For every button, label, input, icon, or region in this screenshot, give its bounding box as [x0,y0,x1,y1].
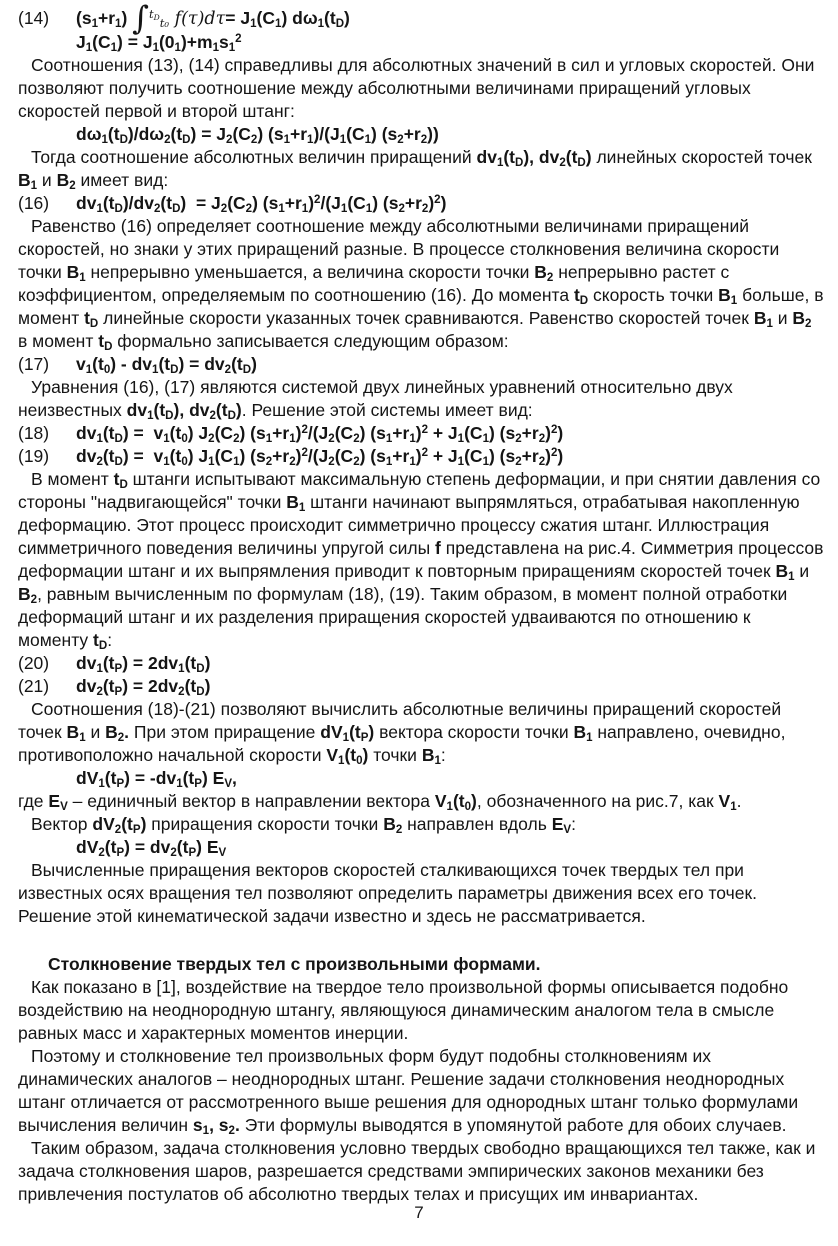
equation-dV1-formula: $dV_1(t_P) = -dv_1(t_P)$ $E_V$, [76,768,237,790]
equation-18-number: (18) [18,423,50,443]
paragraph-relations-18-21: Соотношения (18)-(21) позволяют вычислить абсолютные величины приращений скоростей точек $B_1$ и $B_2$. При этом приращение $dV_1(t_P)$ вектора скорости точки $B_1$ направлено, очевидно, противоположно начальной скорости $V_1(t_0)$ точки $B_1$: [18,699,786,767]
equation-17-formula: $v_1(t_0) - dv_1(t_D) = dv_2(t_D)$ [76,354,257,376]
equation-14b-formula: $J_1(C_1) = J_1(0_1)+m_1s_1^2$ [76,32,242,54]
equation-number-empty [18,123,76,146]
equation-19-number: (19) [18,446,50,466]
equation-16-number: (16) [18,193,50,213]
equation-omega-ratio [18,123,824,146]
equation-18 [18,422,824,445]
equation-dV2 [18,836,824,859]
equation-number-empty [18,31,76,54]
equation-21-formula: $dv_2(t_P) = 2dv_2(t_D)$ [76,676,211,698]
equation-19 [18,445,824,468]
equation-14-continuation [18,31,824,54]
paragraph-equality-16: Равенство (16) определяет соотношение между абсолютными величинами приращений скоростей, но знаки у этих приращений разные. В процессе столкновения величина скорости точки $B_1$ непрерывно уменьшается, а величина скорости точки $B_2$ непрерывно растет с коэффициентом, определяемым по соотношению (16). До момента $t_D$ скорость точки $B_1$ больше, в момент $t_D$ линейные скорости указанных точек сравниваются. Равенство скоростей точек $B_1$ и $B_2$ в момент $t_D$ формально записывается следующим образом: [18,216,824,353]
equation-20-number: (20) [18,653,50,673]
paragraph-conclusion: Таким образом, задача столкновения условно твердых свободно вращающихся тел также, как и задача столкновения шаров, разрешается средствами эмпирических законов механики без привлечения постулатов об абсолютно твердых телах и присущих им инвариантах. [18,1138,816,1204]
equation-18-formula: $dv_1(t_D) = v_1(t_0)$ $J_2(C_2)$ $(s_1+r_1)^2/(J_2(C_2) (s_1+r_1)^2 + J_1(C_1)$ $(s_2+r_2)^2$) [76,423,564,445]
paragraph-inhomogeneous-rods: Поэтому и столкновение тел произвольных форм будут подобны столкновениям их динамических аналогов – неоднородных штанг. Решение задачи столкновения неоднородных штанг отличается от рассмотренного выше решения для однородных штанг только формулами вычисления величин $s_1$, $s_2$. Эти формулы выводятся в упомянутой работе для обоих случаев. [18,1046,799,1137]
paragraph-system-of-equations: Уравнения (16), (17) являются системой двух линейных уравнений относительно двух неизвестных $dv_1(t_D)$, $dv_2(t_D)$. Решение этой системы имеет вид: [18,377,733,422]
paragraph-deformation: В момент $t_D$ штанги испытывают максимальную степень деформации, и при снятии давления со стороны "надвигающейся" точки $B_1$ штанги начинают выпрямляться, отрабатывая накопленную деформацию. Этот процесс происходит симметрично процессу сжатия штанг. Иллюстрация симметричного поведения величины упругой силы f представлена на рис.4. Симметрия процессов деформации штанг и их выпрямления приводит к повторным приращениям скоростей точек $B_1$ и $B_2$, равным вычисленным по формулам (18), (19). Таким образом, в момент полной отработки деформаций штанг и их разделения приращения скоростей удваиваются по отношению к моменту $t_D$: [18,469,824,652]
paragraph-relations-13-14: Соотношения (13), (14) справедливы для абсолютных значений в сил и угловых скоростей. Они позволяют получить соотношение между абсолютными величинами приращений угловых скоростей первой и второй штанг: [18,55,815,121]
equation-17 [18,353,824,376]
equation-21-number: (21) [18,676,50,696]
equation-16 [18,192,824,215]
equation-14-number: (14) [18,8,50,28]
equation-omega-ratio-formula: $d\omega_1(t_D)/d\omega_2(t_D) = J_2(C_2)$ $(s_1+r_1)/(J_1(C_1)$ $(s_2+r_2)$) [76,124,439,146]
equation-16-formula: $dv_1(t_D)/dv_2(t_D) = J_2(C_2)$ $(s_1+r_1)^2/(J_1(C_1)$ $(s_2+r_2)^2$) [76,193,447,215]
equation-dV1 [18,767,824,790]
equation-20 [18,652,824,675]
equation-number-empty [18,767,76,790]
equation-17-number: (17) [18,354,50,374]
equation-14 [18,0,824,37]
paragraph-computed-increments: Вычисленные приращения векторов скоростей сталкивающихся точек твердых тел при известных осях вращения тел позволяют определить параметры движения всех его точек. Решение этой кинематической задачи известно и здесь не рассматривается. [18,860,757,926]
paragraph-vector-dV2: Вектор $dV_2(t_P)$ приращения скорости точки $B_2$ направлен вдоль $E_V$: [31,814,576,836]
equation-20-formula: $dv_1(t_P) = 2dv_1(t_D)$ [76,653,211,675]
paragraph-linear-velocities: Тогда соотношение абсолютных величин приращений $dv_1(t_D)$, $dv_2(t_D)$ линейных скоростей точек $B_1$ и $B_2$ имеет вид: [18,147,812,192]
section-heading-arbitrary-shapes: Столкновение твердых тел с произвольными формами. [48,954,541,974]
equation-14-formula: $(s_1+r_1)$ ∫$^{t_D}_{t_0}$ $f(\tau)d\tau= J_1(C_1)$ $d\omega_1(t_D)$ [76,0,350,37]
equation-number-empty [18,836,76,859]
equation-21 [18,675,824,698]
paragraph-as-shown-in-1: Как показано в [1], воздействие на твердое тело произвольной формы описывается подобно воздействию на неоднородную штангу, являющуюся динамическим аналогом тела в смысле равных масс и характерных моментов инерции. [18,977,789,1043]
page-number: 7 [414,1203,424,1222]
paragraph-unit-vector: где $E_V$ – единичный вектор в направлении вектора $V_1(t_0)$, обозначенного на рис.7, как $V_1$. [18,791,742,813]
equation-19-formula: $dv_2(t_D) = v_1(t_0)$ $J_1(C_1)$ $(s_2+r_2)^2/(J_2(C_2) (s_1+r_1)^2 + J_1(C_1)$ $(s_2+r_2)^2$) [76,446,564,468]
equation-dV2-formula: $dV_2(t_P) = dv_2(t_P)$ $E_V$ [76,837,227,859]
